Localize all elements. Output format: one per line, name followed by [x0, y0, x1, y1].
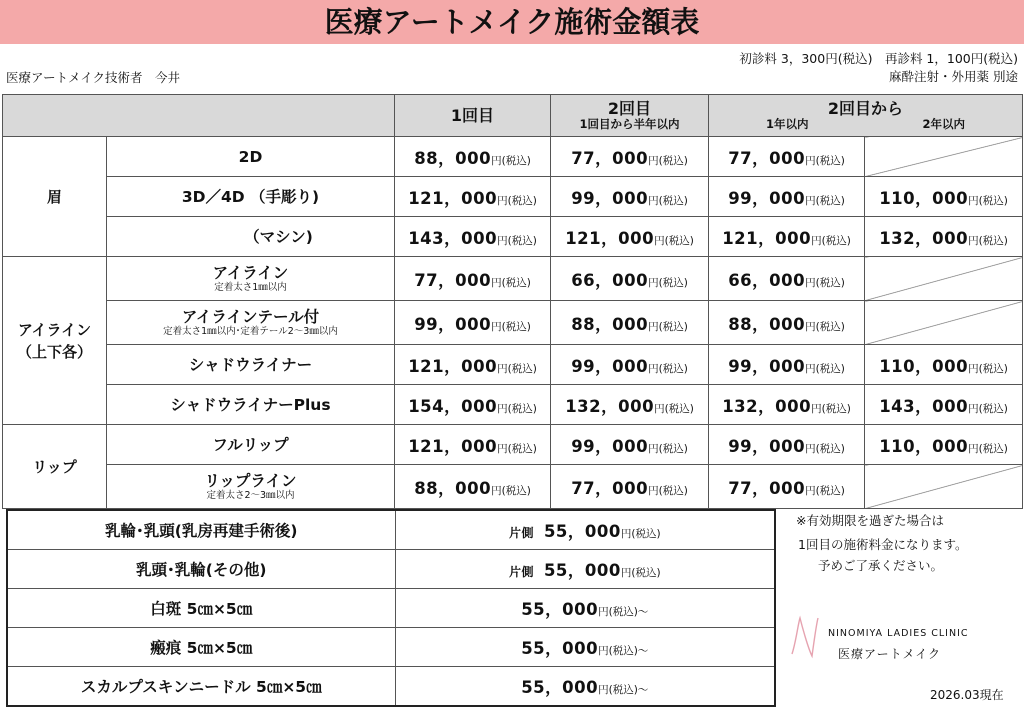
tax-label: 円(税込) — [805, 362, 845, 375]
treatment-price-cell — [395, 667, 775, 707]
item-cell — [107, 425, 395, 465]
lower-row — [7, 510, 775, 550]
price-cell — [865, 425, 1023, 465]
lower-row — [7, 550, 775, 589]
price-value: 99，000 — [571, 356, 649, 376]
tax-label: 円(税込) — [491, 276, 531, 289]
treatment-price-cell — [395, 550, 775, 589]
price-value: 77，000 — [571, 148, 649, 168]
item-cell — [107, 177, 395, 217]
tax-label: 円(税込) — [968, 402, 1008, 415]
tax-label: 円(税込) — [497, 442, 537, 455]
header-from-second: 2回目から 1年以内 2年以内 — [709, 95, 1023, 137]
tax-label: 円(税込) — [497, 402, 537, 415]
price-cell — [395, 301, 551, 345]
treatment-name: 白斑 5㎝×5㎝ — [7, 589, 395, 628]
table-row — [3, 345, 1023, 385]
price-cell — [551, 425, 709, 465]
price-value: 77，000 — [728, 148, 806, 168]
price-value: 99，000 — [571, 188, 649, 208]
tax-label: 円(税込) — [620, 567, 661, 579]
price-value: 132，000 — [565, 396, 655, 416]
table-row — [3, 465, 1023, 509]
tilde-mark: ～ — [637, 684, 649, 696]
price-value: 110，000 — [879, 436, 969, 456]
price-value: 121，000 — [408, 356, 498, 376]
price-cell — [865, 177, 1023, 217]
item-cell — [107, 345, 395, 385]
tax-label: 円(税込) — [648, 194, 688, 207]
table-row — [3, 385, 1023, 425]
price-cell — [395, 345, 551, 385]
empty-diagonal-cell — [865, 257, 1023, 301]
technician-name: 医療アートメイク技術者 今井 — [6, 70, 181, 85]
item-note: 定着太さ1㎜以内･定着テール2～3㎜以内 — [163, 326, 338, 337]
header-blank — [3, 95, 395, 137]
tax-label: 円(税込) — [620, 528, 661, 540]
price-table — [2, 94, 1023, 509]
table-row — [3, 217, 1023, 257]
notice-line-2: 1回目の施術料金になります。 — [798, 537, 968, 552]
tax-label: 円(税込) — [648, 276, 688, 289]
header-row — [3, 95, 1023, 137]
tax-label: 円(税込) — [648, 154, 688, 167]
item-name: シャドウライナーPlus — [170, 395, 331, 414]
price-value: 99，000 — [728, 436, 806, 456]
tax-label: 円(税込) — [805, 484, 845, 497]
price-cell — [551, 465, 709, 509]
tax-label: 円(税込) — [648, 362, 688, 375]
price-value: 99，000 — [571, 436, 649, 456]
tax-label: 円(税込) — [497, 362, 537, 375]
tax-label: 円(税込) — [648, 484, 688, 497]
price-value: 110，000 — [879, 188, 969, 208]
header-first: 1回目 — [395, 95, 551, 137]
table-row — [3, 137, 1023, 177]
price-value: 88，000 — [414, 478, 492, 498]
category-label: リップ — [32, 457, 77, 476]
treatment-name: スカルプスキンニードル 5㎝×5㎝ — [7, 667, 395, 707]
tax-label: 円(税込) — [598, 684, 638, 696]
header-within-2y: 2年以内 — [922, 117, 965, 131]
category-eyeline — [3, 257, 107, 425]
price-value: 55，000 — [521, 678, 599, 697]
price-cell — [709, 345, 865, 385]
treatment-name: 乳輪･乳頭(乳房再建手術後) — [7, 510, 395, 550]
tax-label: 円(税込) — [968, 234, 1008, 247]
notice-line-1: ※有効期限を過ぎた場合は — [796, 513, 944, 528]
treatment-price-cell — [395, 510, 775, 550]
tax-label: 円(税込) — [497, 194, 537, 207]
item-cell — [107, 257, 395, 301]
one-side-label: 片側 — [508, 565, 534, 579]
price-value: 55，000 — [521, 600, 599, 619]
empty-diagonal-cell — [865, 301, 1023, 345]
table-row — [3, 425, 1023, 465]
category-label: （上下各） — [16, 342, 92, 361]
price-cell — [709, 301, 865, 345]
price-cell — [709, 217, 865, 257]
page-title: 医療アートメイク施術金額表 — [324, 5, 700, 39]
price-cell — [865, 217, 1023, 257]
tax-label: 円(税込) — [491, 320, 531, 333]
item-note: 定着太さ2～3㎜以内 — [206, 490, 295, 501]
price-value: 77，000 — [414, 270, 492, 290]
clinic-subtitle: 医療アートメイク — [838, 647, 942, 661]
price-cell — [551, 137, 709, 177]
tilde-mark: ～ — [637, 606, 649, 618]
price-value: 132，000 — [879, 228, 969, 248]
price-cell — [395, 425, 551, 465]
category-brow — [3, 137, 107, 257]
treatment-price-cell — [395, 628, 775, 667]
tax-label: 円(税込) — [491, 154, 531, 167]
empty-diagonal-cell — [865, 465, 1023, 509]
lower-row — [7, 667, 775, 707]
tax-label: 円(税込) — [648, 442, 688, 455]
price-value: 132，000 — [722, 396, 812, 416]
price-cell — [395, 217, 551, 257]
item-cell — [107, 385, 395, 425]
item-name: シャドウライナー — [188, 355, 313, 374]
anesthesia-note: 麻酔注射・外用薬 別途 — [889, 69, 1018, 84]
price-value: 88，000 — [571, 314, 649, 334]
price-value: 66，000 — [571, 270, 649, 290]
tax-label: 円(税込) — [805, 276, 845, 289]
price-cell — [395, 137, 551, 177]
item-note: 定着太さ1㎜以内 — [214, 282, 287, 293]
tax-label: 円(税込) — [968, 194, 1008, 207]
price-cell — [709, 465, 865, 509]
price-value: 121，000 — [408, 436, 498, 456]
table-row — [3, 177, 1023, 217]
tax-label: 円(税込) — [805, 320, 845, 333]
table-row — [3, 301, 1023, 345]
price-cell — [709, 425, 865, 465]
treatment-name: 乳頭･乳輪(その他) — [7, 550, 395, 589]
price-cell — [551, 385, 709, 425]
other-treatments-table — [6, 509, 776, 707]
price-value: 55，000 — [543, 522, 621, 541]
item-name: フルリップ — [212, 435, 289, 454]
category-label: アイライン — [17, 320, 92, 339]
price-cell — [709, 177, 865, 217]
one-side-label: 片側 — [508, 526, 534, 540]
treatment-price-cell — [395, 589, 775, 628]
empty-diagonal-cell — [865, 137, 1023, 177]
item-cell — [107, 301, 395, 345]
item-cell — [107, 217, 395, 257]
tax-label: 円(税込) — [805, 194, 845, 207]
notice-line-3: 予めご了承ください。 — [818, 558, 944, 573]
tax-label: 円(税込) — [654, 234, 694, 247]
tilde-mark: ～ — [637, 645, 649, 657]
consultation-fee: 初診料 3，300円(税込) 再診料 1，100円(税込) — [739, 51, 1018, 66]
price-cell — [551, 257, 709, 301]
price-cell — [709, 137, 865, 177]
price-value: 121，000 — [565, 228, 655, 248]
item-name: アイライン — [212, 264, 289, 282]
date-label: 2026.03現在 — [930, 688, 1004, 702]
price-cell — [395, 257, 551, 301]
item-name: アイラインテール付 — [181, 308, 320, 326]
tax-label: 円(税込) — [497, 234, 537, 247]
price-cell — [551, 345, 709, 385]
item-name: 2D — [238, 147, 263, 166]
category-label: 眉 — [46, 187, 62, 206]
price-cell — [551, 217, 709, 257]
price-value: 154，000 — [408, 396, 498, 416]
price-cell — [551, 177, 709, 217]
table-row — [3, 257, 1023, 301]
price-value: 121，000 — [408, 188, 498, 208]
price-value: 143，000 — [879, 396, 969, 416]
price-value: 88，000 — [414, 148, 492, 168]
tax-label: 円(税込) — [811, 402, 851, 415]
tax-label: 円(税込) — [968, 362, 1008, 375]
tax-label: 円(税込) — [811, 234, 851, 247]
header-within-1y: 1年以内 — [765, 117, 809, 131]
price-value: 88，000 — [728, 314, 806, 334]
item-name: リップライン — [204, 472, 297, 490]
price-cell — [709, 385, 865, 425]
price-value: 99，000 — [728, 188, 806, 208]
treatment-name: 瘢痕 5㎝×5㎝ — [7, 628, 395, 667]
price-value: 66，000 — [728, 270, 806, 290]
tax-label: 円(税込) — [654, 402, 694, 415]
price-value: 77，000 — [571, 478, 649, 498]
clinic-logo-icon — [786, 612, 822, 662]
header-second: 2回目 1回目から半年以内 — [551, 95, 709, 137]
lower-row — [7, 589, 775, 628]
price-cell — [865, 345, 1023, 385]
price-value: 99，000 — [414, 314, 492, 334]
tax-label: 円(税込) — [598, 606, 638, 618]
price-cell — [865, 385, 1023, 425]
item-name: 3D／4D （手彫り) — [181, 187, 320, 206]
tax-label: 円(税込) — [805, 154, 845, 167]
tax-label: 円(税込) — [491, 484, 531, 497]
price-cell — [709, 257, 865, 301]
item-cell — [107, 465, 395, 509]
price-value: 110，000 — [879, 356, 969, 376]
price-value: 121，000 — [722, 228, 812, 248]
item-cell — [107, 137, 395, 177]
tax-label: 円(税込) — [805, 442, 845, 455]
price-value: 77，000 — [728, 478, 806, 498]
tax-label: 円(税込) — [968, 442, 1008, 455]
category-lip — [3, 425, 107, 509]
lower-row — [7, 628, 775, 667]
price-value: 55，000 — [521, 639, 599, 658]
price-value: 55，000 — [543, 561, 621, 580]
clinic-name: NINOMIYA LADIES CLINIC — [828, 628, 969, 639]
item-name: （マシン) — [244, 227, 313, 246]
price-cell — [395, 465, 551, 509]
tax-label: 円(税込) — [598, 645, 638, 657]
tax-label: 円(税込) — [648, 320, 688, 333]
price-value: 143，000 — [408, 228, 498, 248]
price-cell — [395, 177, 551, 217]
price-value: 99，000 — [728, 356, 806, 376]
price-cell — [395, 385, 551, 425]
price-cell — [551, 301, 709, 345]
